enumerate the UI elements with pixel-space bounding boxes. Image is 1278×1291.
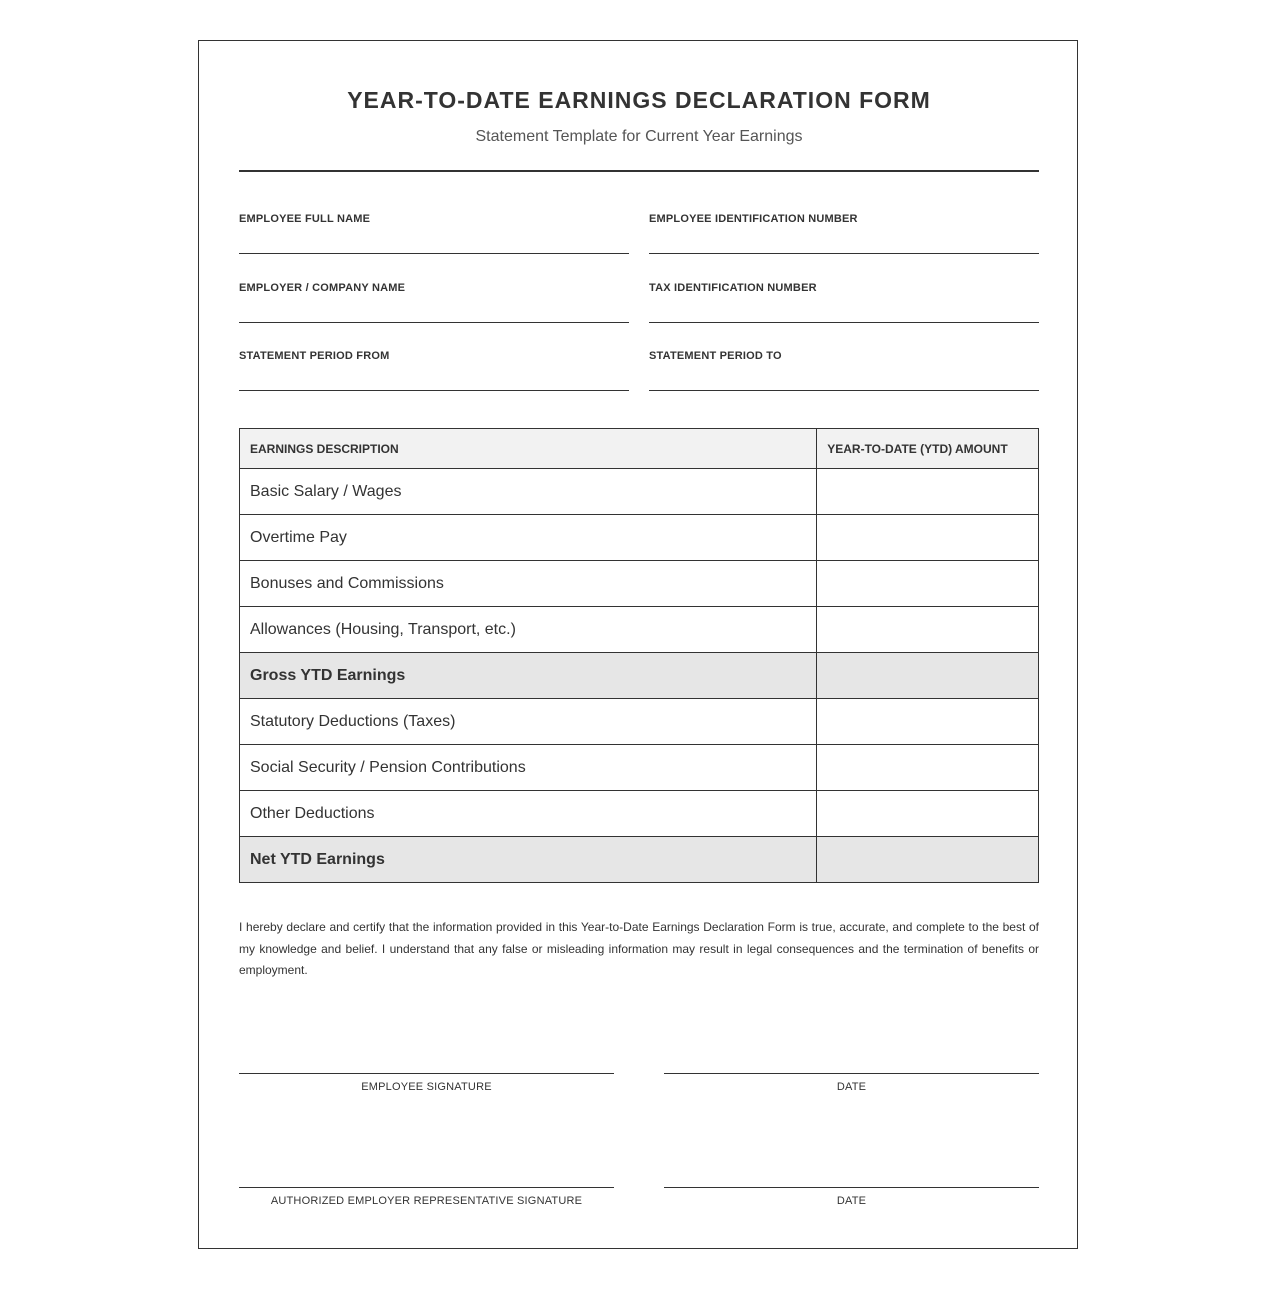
employee-full-name-label: EMPLOYEE FULL NAME [239,213,371,225]
table-row [240,699,1039,745]
employer-date-label: DATE [836,1195,867,1207]
gross-total-row [240,653,1039,699]
row-label: Statutory Deductions (Taxes) [240,699,817,745]
tax-id-number-line[interactable] [649,322,1039,323]
ytd-amount-header: YEAR-TO-DATE (YTD) AMOUNT [817,429,1039,469]
row-label: Basic Salary / Wages [240,469,817,515]
tax-id-number-field[interactable] [649,282,1039,294]
row-label: Net YTD Earnings [240,837,817,883]
row-label: Other Deductions [240,791,817,837]
row-amount[interactable] [817,745,1039,791]
employer-signature-block[interactable] [239,1187,614,1207]
employee-signature-label: EMPLOYEE SIGNATURE [361,1081,492,1093]
table-row [240,515,1039,561]
employee-signature-line[interactable] [239,1073,614,1074]
period-to-line[interactable] [649,390,1039,391]
employee-id-number-label: EMPLOYEE IDENTIFICATION NUMBER [649,213,858,225]
employer-date-line[interactable] [664,1187,1039,1188]
period-from-field[interactable] [239,350,629,362]
employer-signature-label: AUTHORIZED EMPLOYER REPRESENTATIVE SIGNATURE [270,1195,583,1207]
table-row [240,469,1039,515]
form-subtitle: Statement Template for Current Year Earnings [475,128,803,145]
row-label: Allowances (Housing, Transport, etc.) [240,607,817,653]
declaration-text: I hereby declare and certify that the information provided in this Year-to-Date Earnings Declaration Form is true, accurate, and complete to the best of my knowledge and belief. I understand that any false or misleading information may result in legal consequences and the termination of benefits or employment. [239,920,1039,977]
period-to-label: STATEMENT PERIOD TO [649,350,782,362]
row-amount[interactable] [817,653,1039,699]
table-row [240,745,1039,791]
employee-date-line[interactable] [664,1073,1039,1074]
employer-company-name-line[interactable] [239,322,629,323]
table-header-row [240,429,1039,469]
employee-full-name-field[interactable] [239,213,629,225]
row-amount[interactable] [817,515,1039,561]
form-title: YEAR-TO-DATE EARNINGS DECLARATION FORM [347,87,931,113]
net-total-row [240,837,1039,883]
row-amount[interactable] [817,699,1039,745]
row-label: Social Security / Pension Contributions [240,745,817,791]
title-divider [239,170,1039,172]
form-page [198,40,1078,1249]
employee-full-name-line[interactable] [239,253,629,254]
employer-date-block[interactable] [664,1187,1039,1207]
employer-company-name-field[interactable] [239,282,629,294]
row-label: Overtime Pay [240,515,817,561]
employee-id-number-field[interactable] [649,213,1039,225]
earnings-table [239,428,1039,883]
tax-id-number-label: TAX IDENTIFICATION NUMBER [649,282,817,294]
employer-company-name-label: EMPLOYER / COMPANY NAME [239,282,406,294]
table-row [240,791,1039,837]
table-row [240,607,1039,653]
row-amount[interactable] [817,469,1039,515]
row-label: Gross YTD Earnings [240,653,817,699]
earnings-description-header: EARNINGS DESCRIPTION [240,429,817,469]
employer-signature-line[interactable] [239,1187,614,1188]
row-amount[interactable] [817,561,1039,607]
employee-date-label: DATE [836,1081,867,1093]
employee-id-number-line[interactable] [649,253,1039,254]
row-amount[interactable] [817,837,1039,883]
table-row [240,561,1039,607]
period-from-line[interactable] [239,390,629,391]
row-amount[interactable] [817,791,1039,837]
employee-signature-block[interactable] [239,1073,614,1093]
row-label: Bonuses and Commissions [240,561,817,607]
period-to-field[interactable] [649,350,1039,362]
row-amount[interactable] [817,607,1039,653]
period-from-label: STATEMENT PERIOD FROM [239,350,390,362]
employee-date-block[interactable] [664,1073,1039,1093]
